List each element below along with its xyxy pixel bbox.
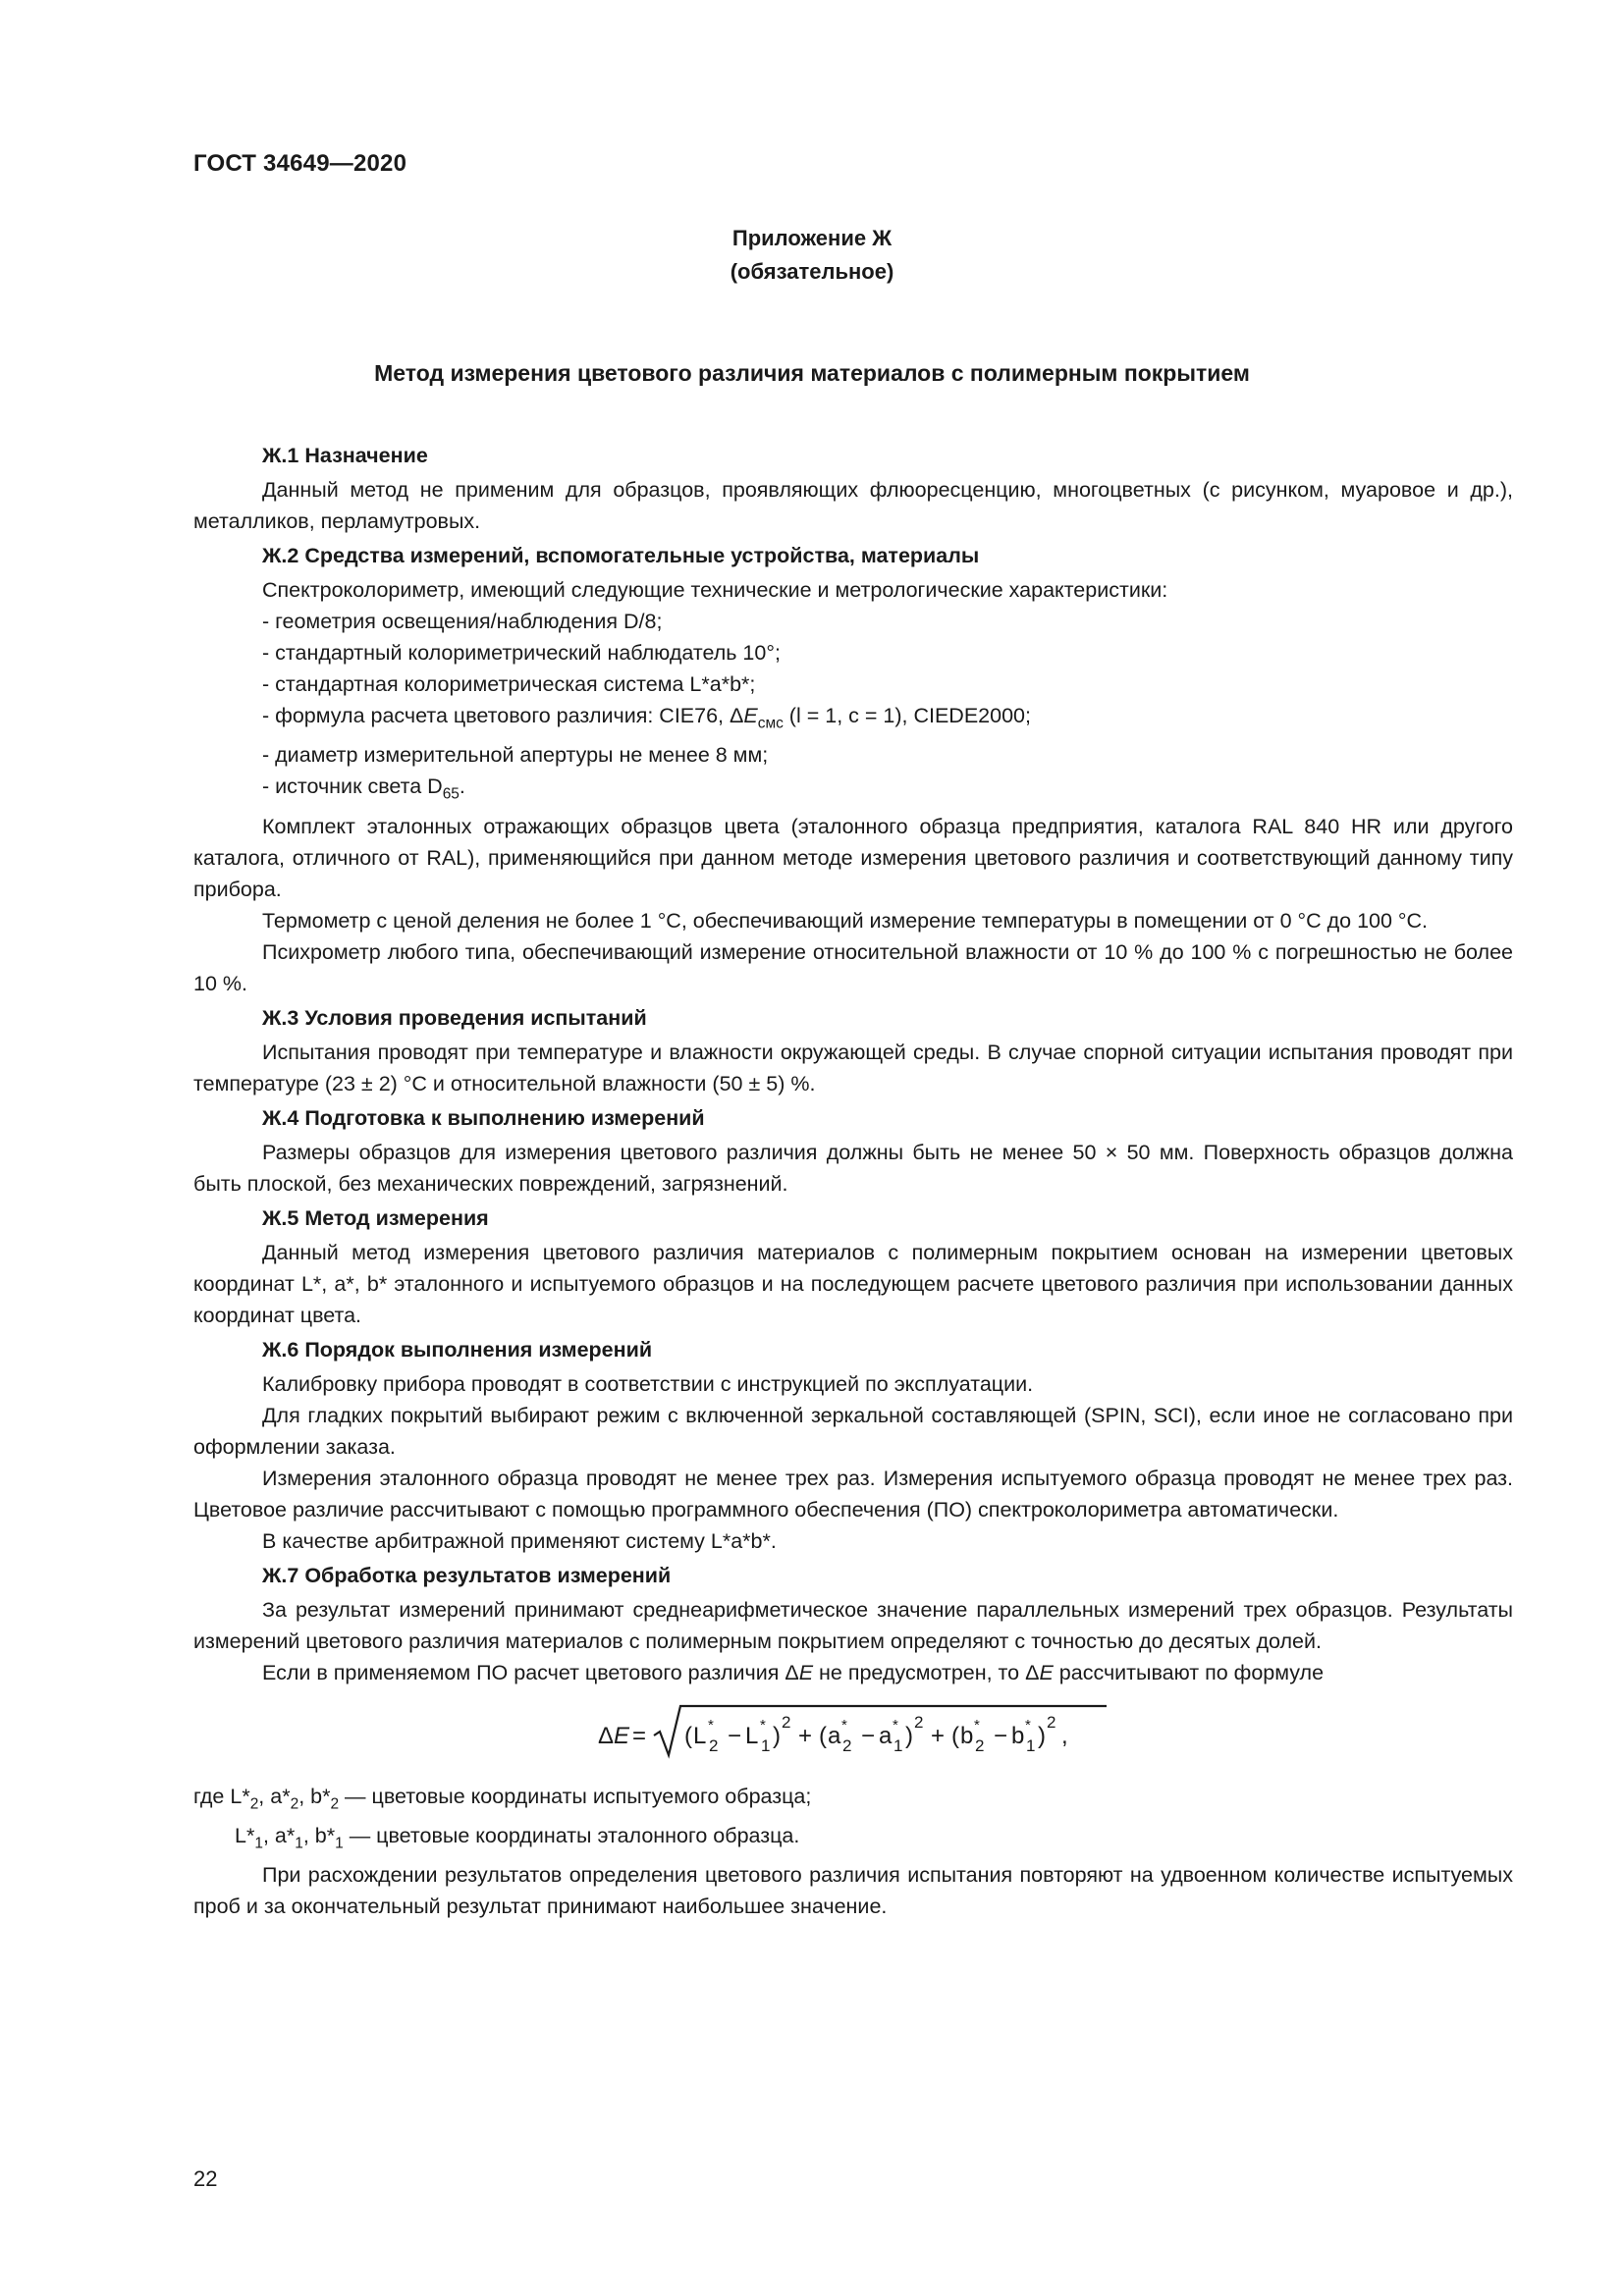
formula-open-3: ( bbox=[951, 1722, 959, 1749]
formula-minus: − bbox=[994, 1722, 1008, 1749]
formula-star: * bbox=[760, 1716, 766, 1734]
document-body bbox=[193, 437, 1513, 1922]
formula-star: * bbox=[974, 1716, 980, 1734]
section-heading-6: Ж.6 Порядок выполнения измерений bbox=[262, 1337, 653, 1362]
formula-index: 2 bbox=[709, 1735, 719, 1755]
formula-e: E bbox=[614, 1722, 630, 1749]
section-6-paragraph: Измерения эталонного образца проводят не менее трех раз. Измерения испытуемого образца проводят не менее трех раз. Цветовое различие рассчитывают с помощью программного обеспечения (ПО) спектроколориметра автоматически. bbox=[193, 1466, 1513, 1522]
annex-title: Приложение Ж bbox=[731, 226, 893, 250]
formula-index: 1 bbox=[761, 1735, 771, 1755]
delta-e-formula bbox=[193, 1694, 1513, 1775]
formula-index: 1 bbox=[893, 1735, 903, 1755]
section-1-text: Данный метод не применим для образцов, проявляющих флюоресценцию, многоцветных (с рисунком, муаровое и др.), металликов, перламутровых. bbox=[193, 478, 1513, 533]
formula-minus: − bbox=[728, 1722, 742, 1749]
formula-b-2: b bbox=[960, 1722, 974, 1749]
formula-index: 2 bbox=[842, 1735, 852, 1755]
formula-minus: − bbox=[861, 1722, 876, 1749]
annex-status: (обязательное) bbox=[730, 259, 894, 284]
formula-star: * bbox=[893, 1716, 898, 1734]
standard-code: ГОСТ 34649—2020 bbox=[193, 150, 407, 177]
formula-square: 2 bbox=[914, 1712, 924, 1732]
formula-a-1: a bbox=[879, 1722, 893, 1749]
list-item-illuminant: - источник света $D_{65}$. bbox=[262, 774, 465, 803]
formula-delta: Δ bbox=[598, 1722, 615, 1749]
section-6-paragraph: Для гладких покрытий выбирают режим с включенной зеркальной составляющей (SPIN, SCI), если иное не согласовано при оформлении заказа. bbox=[193, 1403, 1513, 1459]
formula-b-1: b bbox=[1011, 1722, 1025, 1749]
section-heading-5: Ж.5 Метод измерения bbox=[262, 1205, 489, 1230]
formula-close-2: ) bbox=[905, 1722, 913, 1749]
list-item: - стандартный колориметрический наблюдатель 10°; bbox=[262, 641, 781, 665]
list-item: - диаметр измерительной апертуры не менее 8 мм; bbox=[262, 743, 769, 768]
formula-comma: , bbox=[1061, 1722, 1068, 1749]
section-2-paragraph: Комплект эталонных отражающих образцов цвета (эталонного образца предприятия, каталога RAL 840 HR или другого каталога, отличного от RAL), применяющийся при данном методе измерения цветового различия и соответствующий данному типу прибора. bbox=[193, 814, 1513, 901]
section-4-text: Размеры образцов для измерения цветового различия должны быть не менее 50 × 50 мм. Поверхность образцов должна быть плоской, без механических повреждений, загрязнений. bbox=[193, 1140, 1513, 1196]
formula-L-1: L bbox=[745, 1722, 759, 1749]
page-number: 22 bbox=[193, 2166, 218, 2191]
formula-index: 1 bbox=[1026, 1735, 1036, 1755]
formula-star: * bbox=[841, 1716, 847, 1734]
section-heading-7: Ж.7 Обработка результатов измерений bbox=[262, 1563, 672, 1587]
section-heading-3: Ж.3 Условия проведения испытаний bbox=[262, 1005, 647, 1030]
section-2-paragraph: Термометр с ценой деления не более 1 °С, обеспечивающий измерение температуры в помещении от 0 °С до 100 °С. bbox=[262, 908, 1429, 933]
formula-a-2: a bbox=[828, 1722, 841, 1749]
formula-star: * bbox=[708, 1716, 714, 1734]
section-2-paragraph: Психрометр любого типа, обеспечивающий измерение относительной влажности от 10 % до 100 % с погрешностью не более 10 %. bbox=[193, 939, 1513, 995]
where-line-2: $L*_1$, $a*_1$, $b*_1$ — цветовые координаты эталонного образца. bbox=[235, 1823, 800, 1852]
list-item: - стандартная колориметрическая система L*a*b*; bbox=[262, 672, 756, 696]
formula-equals: = bbox=[632, 1722, 647, 1749]
section-3-text: Испытания проводят при температуре и влажности окружающей среды. В случае спорной ситуации испытания проводят при температуре (23 ± 2) °С и относительной влажности (50 ± 5) %. bbox=[193, 1040, 1513, 1095]
formula-plus: + bbox=[798, 1722, 813, 1749]
section-heading-4: Ж.4 Подготовка к выполнению измерений bbox=[262, 1105, 705, 1130]
list-item-formula: - формула расчета цветового различия: CIE76, $\Delta E_{смс}$ (l = 1, c = 1), CIEDE2000; bbox=[262, 704, 1031, 732]
section-heading-1: Ж.1 Назначение bbox=[262, 444, 428, 467]
method-title: Метод измерения цветового различия материалов с полимерным покрытием bbox=[374, 360, 1250, 386]
formula-open-2: ( bbox=[819, 1722, 827, 1749]
list-item: - геометрия освещения/наблюдения D/8; bbox=[262, 610, 663, 633]
formula-open-1: ( bbox=[684, 1722, 692, 1749]
formula-close-1: ) bbox=[773, 1722, 781, 1749]
formula-square: 2 bbox=[782, 1712, 791, 1732]
formula-index: 2 bbox=[975, 1735, 985, 1755]
section-2-intro: Спектроколориметр, имеющий следующие технические и метрологические характеристики: bbox=[262, 578, 1168, 602]
formula-star: * bbox=[1025, 1716, 1031, 1734]
formula-plus: + bbox=[931, 1722, 946, 1749]
formula-close-3: ) bbox=[1038, 1722, 1046, 1749]
section-heading-2: Ж.2 Средства измерений, вспомогательные устройства, материалы bbox=[262, 544, 980, 567]
section-7-paragraph: При расхождении результатов определения цветового различия испытания повторяют на удвоенном количестве испытуемых проб и за окончательный результат принимают наибольшее значение. bbox=[193, 1863, 1513, 1919]
section-7-paragraph: За результат измерений принимают среднеарифметическое значение параллельных измерений трех образцов. Результаты измерений цветового различия материалов с полимерным покрытием определяют с точностью до десятых долей. bbox=[193, 1597, 1513, 1653]
formula-svg bbox=[193, 1694, 1513, 1775]
section-6-paragraph: Калибровку прибора проводят в соответствии с инструкцией по эксплуатации. bbox=[262, 1371, 1034, 1396]
section-6-paragraph: В качестве арбитражной применяют систему L*a*b*. bbox=[262, 1528, 777, 1553]
formula-L-2: L bbox=[693, 1722, 707, 1749]
section-5-text: Данный метод измерения цветового различия материалов с полимерным покрытием основан на измерении цветовых координат L*, a*, b* эталонного и испытуемого образцов и на последующем расчете цветового различия при использовании данных координат цвета. bbox=[193, 1240, 1513, 1327]
where-line-1: где $L*_2$, $a*_2$, $b*_2$ — цветовые координаты испытуемого образца; bbox=[193, 1784, 812, 1812]
formula-square: 2 bbox=[1047, 1712, 1056, 1732]
section-7-formula-intro: Если в применяемом ПО расчет цветового различия ΔE не предусмотрен, то ΔE рассчитывают по формуле bbox=[262, 1660, 1325, 1684]
